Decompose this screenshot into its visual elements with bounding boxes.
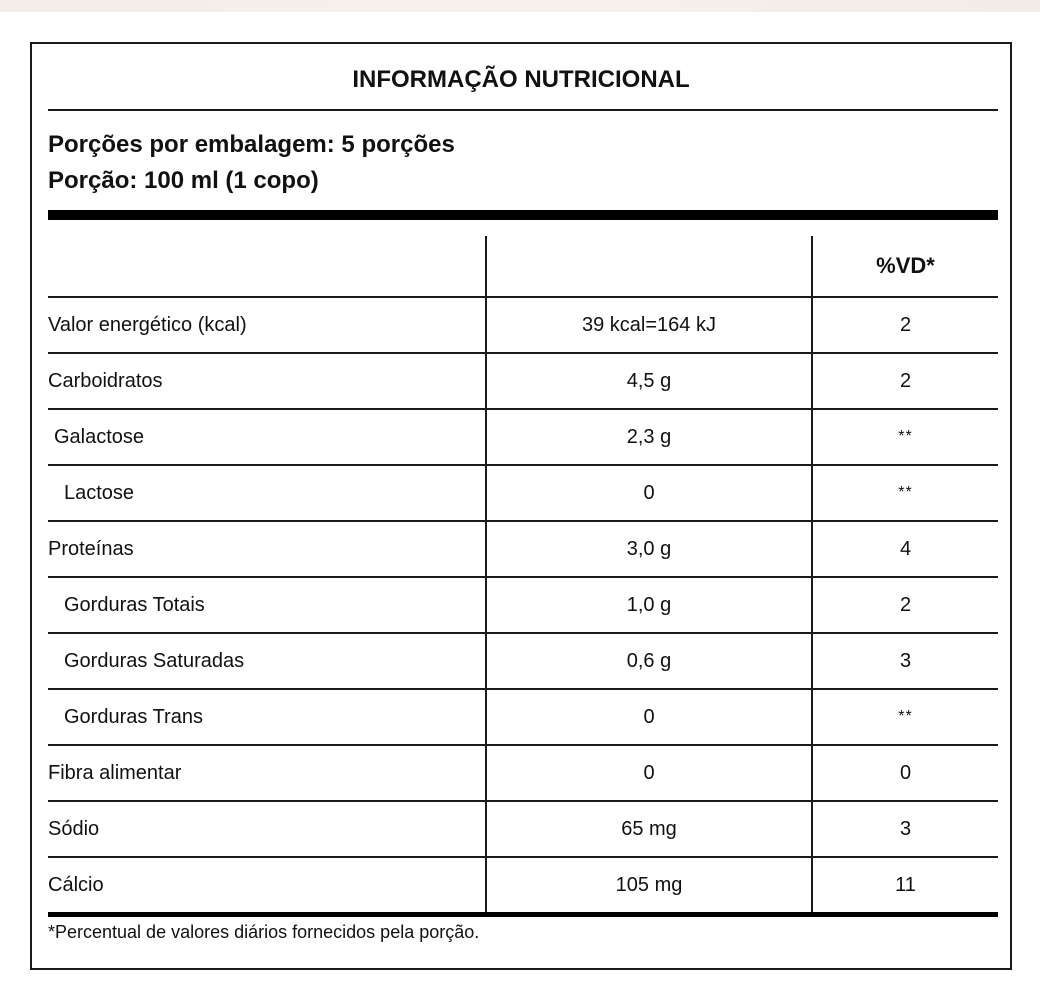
- nutrient-daily-value: 2: [812, 353, 998, 409]
- servings-per-package: Porções por embalagem: 5 porções: [48, 131, 455, 158]
- nutrient-amount: 65 mg: [486, 801, 812, 857]
- table-row: [48, 857, 998, 915]
- nutrient-daily-value: 4: [812, 521, 998, 577]
- table-row: [48, 521, 998, 577]
- table-header-row: [48, 236, 998, 297]
- nutrient-amount: 4,5 g: [486, 353, 812, 409]
- nutrient-name: Valor energético (kcal): [48, 297, 486, 353]
- nutrient-daily-value: 2: [812, 297, 998, 353]
- nutrient-amount: 0: [486, 689, 812, 745]
- table-row: [48, 465, 998, 521]
- nutrient-name: Lactose: [48, 465, 486, 521]
- nutrient-amount: 39 kcal=164 kJ: [486, 297, 812, 353]
- thick-divider: [48, 210, 998, 220]
- nutrient-name: Sódio: [48, 801, 486, 857]
- table-row: [48, 353, 998, 409]
- nutrient-amount: 1,0 g: [486, 577, 812, 633]
- nutrient-name: Gorduras Trans: [48, 689, 486, 745]
- nutrient-name: Galactose: [48, 409, 486, 465]
- nutrition-facts-label: [30, 42, 1012, 970]
- nutrient-amount: 0: [486, 465, 812, 521]
- label-title: INFORMAÇÃO NUTRICIONAL: [352, 66, 690, 93]
- nutrient-name: Carboidratos: [48, 353, 486, 409]
- nutrition-table: [48, 236, 998, 917]
- table-row: [48, 801, 998, 857]
- table-row: [48, 745, 998, 801]
- header-daily-value: %VD*: [812, 236, 998, 297]
- nutrient-amount: 0: [486, 745, 812, 801]
- table-row: [48, 297, 998, 353]
- title-divider: [48, 109, 998, 111]
- nutrient-amount: 2,3 g: [486, 409, 812, 465]
- nutrient-amount: 105 mg: [486, 857, 812, 915]
- nutrient-name: Gorduras Saturadas: [48, 633, 486, 689]
- nutrient-amount: 0,6 g: [486, 633, 812, 689]
- nutrient-daily-value: 2: [812, 577, 998, 633]
- nutrient-daily-value: 3: [812, 801, 998, 857]
- table-row: [48, 633, 998, 689]
- nutrient-daily-value: 3: [812, 633, 998, 689]
- header-nutrient: [48, 236, 486, 297]
- nutrient-name: Fibra alimentar: [48, 745, 486, 801]
- nutrient-daily-value: 0: [812, 745, 998, 801]
- nutrient-daily-value: **: [812, 689, 998, 745]
- nutrient-daily-value: **: [812, 409, 998, 465]
- nutrient-amount: 3,0 g: [486, 521, 812, 577]
- nutrient-name: Cálcio: [48, 857, 486, 915]
- serving-info: [48, 127, 455, 199]
- serving-size: Porção: 100 ml (1 copo): [48, 167, 319, 194]
- nutrient-daily-value: **: [812, 465, 998, 521]
- header-amount: [486, 236, 812, 297]
- nutrient-daily-value: 11: [812, 857, 998, 915]
- top-background-strip: [0, 0, 1040, 12]
- nutrient-name: Gorduras Totais: [48, 577, 486, 633]
- nutrient-name: Proteínas: [48, 521, 486, 577]
- table-row: [48, 689, 998, 745]
- table-row: [48, 409, 998, 465]
- table-row: [48, 577, 998, 633]
- footnote: *Percentual de valores diários fornecidos pela porção.: [48, 922, 480, 942]
